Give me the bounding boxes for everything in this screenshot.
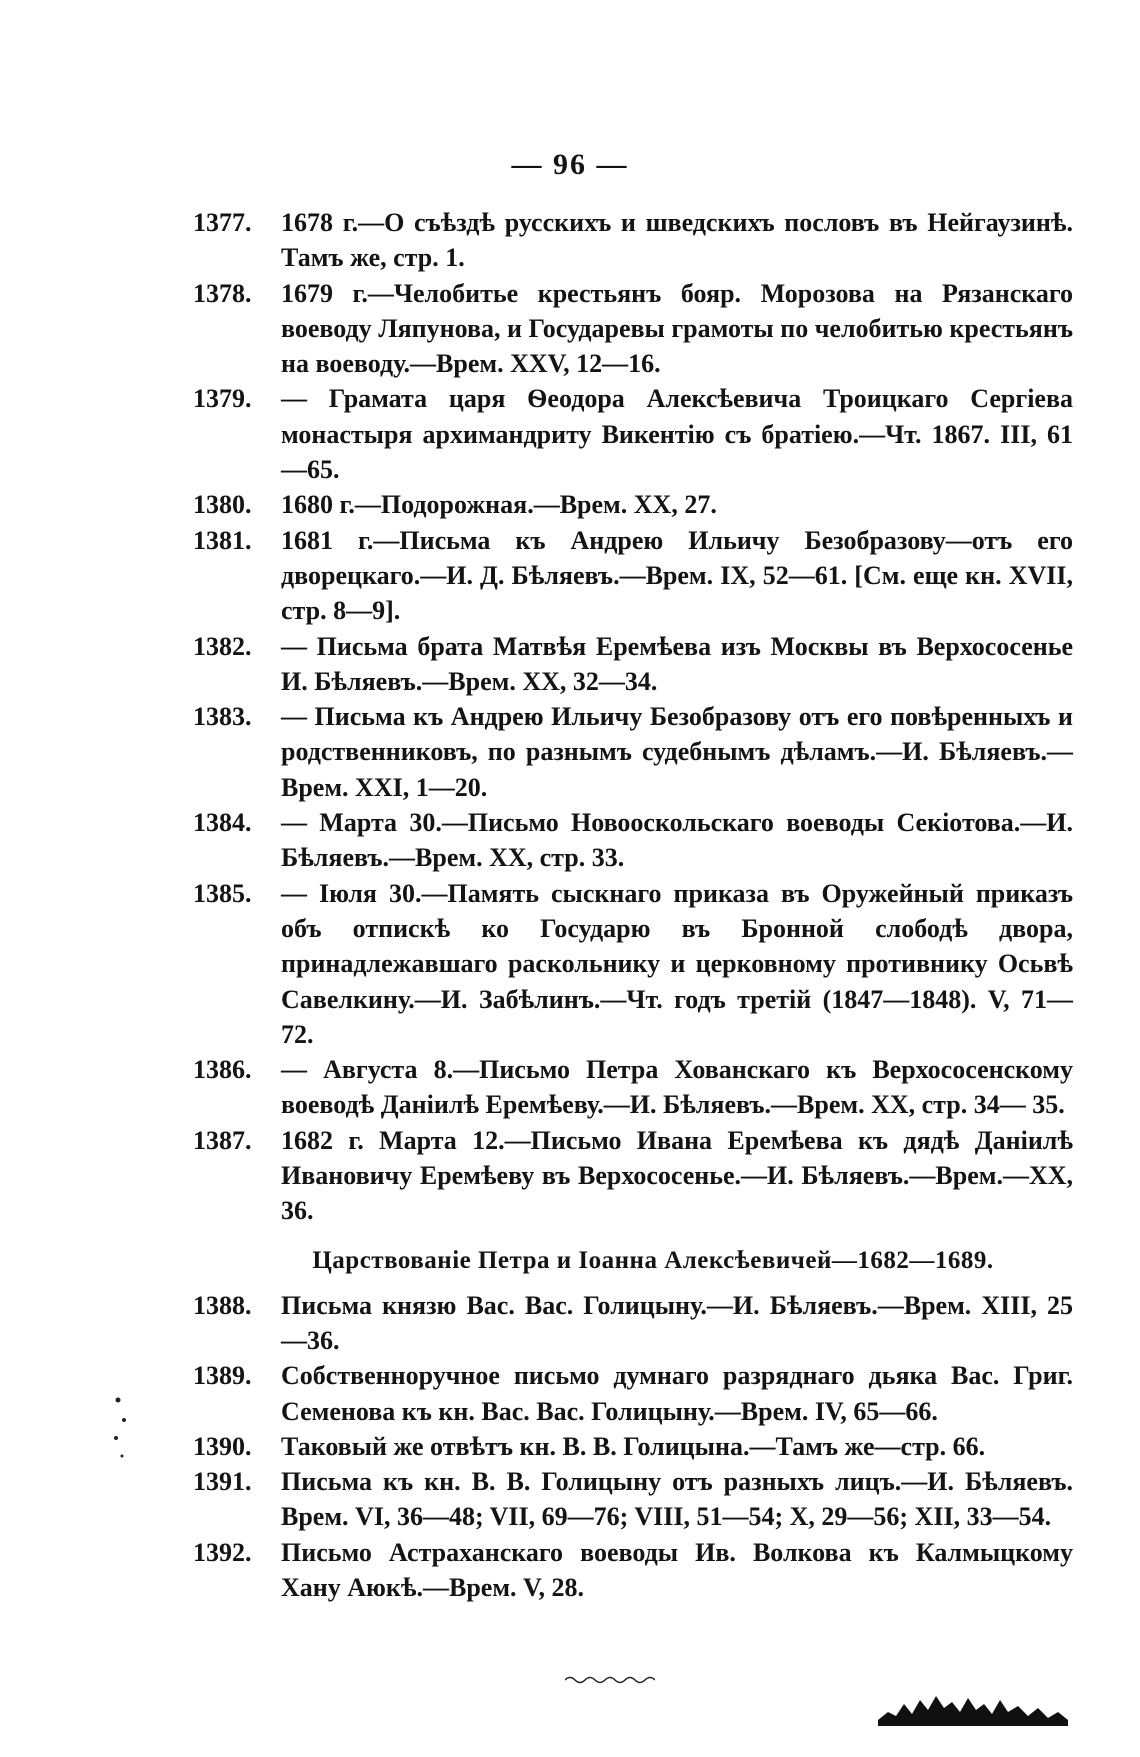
page-number: — 96 — — [511, 148, 629, 181]
entry-text: Письма къ кн. В. В. Голицыну отъ разныхъ лицъ.—И. Бѣляевъ. Врем. VI, 36—48; VII, 69—76; VIII, 51—54; X, 29—56; XII, 33—54. — [281, 1467, 1073, 1532]
entry-number: 1379. — [193, 384, 252, 414]
bibliography-entry — [193, 1429, 1073, 1464]
bibliography-entry — [193, 487, 1073, 522]
entry-text: — Марта 30.—Письмо Новооскольскаго воеводы Секіотова.—И. Бѣляевъ.—Врем. XX, стр. 33. — [281, 808, 1073, 873]
entry-number: 1382. — [193, 631, 252, 661]
margin-smudge-mark — [110, 1390, 134, 1470]
bibliography-entry — [193, 1052, 1073, 1123]
entry-text: Таковый же отвѣтъ кн. В. В. Голицына.—Тамъ же—стр. 66. — [281, 1431, 986, 1461]
entry-number: 1383. — [193, 702, 252, 732]
entry-text: — Письма къ Андрею Ильичу Безобразову отъ его повѣренныхъ и родственниковъ, по разнымъ судебнымъ дѣламъ.—И. Бѣляевъ.—Врем. XXI, 1—20. — [281, 702, 1073, 802]
bibliography-entry — [193, 629, 1073, 700]
bibliography-entry — [193, 1358, 1073, 1429]
bibliography-entry — [193, 1535, 1073, 1606]
entry-number: 1380. — [193, 490, 252, 520]
entry-number: 1381. — [193, 525, 252, 555]
tail-ornament — [565, 1675, 655, 1685]
entry-text: 1680 г.—Подорожная.—Врем. XX, 27. — [281, 490, 717, 520]
entry-number: 1384. — [193, 808, 252, 838]
bibliography-entry — [193, 805, 1073, 876]
entry-text: — Грамата царя Ѳеодора Алексѣевича Троицкаго Сергіева монастыря архимандриту Викентію съ братіею.—Чт. 1867. III, 61—65. — [281, 384, 1073, 485]
entry-number: 1387. — [193, 1125, 252, 1155]
bibliography-entry — [193, 381, 1073, 487]
entry-number: 1378. — [193, 278, 252, 308]
entries-after-section — [193, 1288, 1073, 1606]
bibliography-entry — [193, 1288, 1073, 1359]
entry-text: Письма князю Вас. Вас. Голицыну.—И. Бѣляевъ.—Врем. XIII, 25—36. — [281, 1290, 1073, 1355]
bibliography-entry — [193, 699, 1073, 805]
entry-text: 1681 г.—Письма къ Андрею Ильичу Безобразову—отъ его дворецкаго.—И. Д. Бѣляевъ.—Врем. IX, 52—61. [См. еще кн. XVII, стр. 8—9]. — [281, 525, 1073, 626]
entry-number: 1388. — [193, 1290, 252, 1320]
entry-text: — Іюля 30.—Память сыскнаго приказа въ Оружейный приказъ объ отпискѣ ко Государю въ Бронной слободѣ двора, принадлежавшаго раскольнику и церковному противнику Осьвѣ Савелкину.—И. Забѣлинъ.—Чт. годъ третій (1847—1848). V, 71—72. — [281, 878, 1073, 1049]
section-title: Царствованіе Петра и Іоанна Алексѣевичей—1682—1689. — [312, 1246, 994, 1274]
entries-before-section — [193, 205, 1073, 1229]
entry-number: 1391. — [193, 1467, 252, 1497]
bibliography-entry — [193, 876, 1073, 1052]
bibliography-entry — [193, 1123, 1073, 1229]
entry-number: 1392. — [193, 1537, 252, 1567]
entry-text: 1682 г. Марта 12.—Письмо Ивана Еремѣева къ дядѣ Даніилѣ Ивановичу Еремѣеву въ Верхососенье.—И. Бѣляевъ.—Врем.—XX, 36. — [281, 1125, 1073, 1226]
entry-number: 1377. — [193, 208, 252, 237]
bibliography-entries — [193, 205, 1073, 1605]
bibliography-entry — [193, 276, 1073, 382]
bibliography-entry — [193, 1464, 1073, 1535]
entry-number: 1389. — [193, 1361, 252, 1391]
library-stamp — [878, 1690, 1068, 1726]
entry-text: Письмо Астраханскаго воеводы Ив. Волкова къ Калмыцкому Хану Аюкѣ.—Врем. V, 28. — [281, 1537, 1073, 1602]
entry-text: Собственноручное письмо думнаго разряднаго дьяка Вас. Григ. Семенова къ кн. Вас. Вас. Голицыну.—Врем. IV, 65—66. — [281, 1361, 1073, 1426]
entry-text: 1679 г.—Челобитье крестьянъ бояр. Морозова на Рязанскаго воеводу Ляпунова, и Государевы грамоты по челобитью крестьянъ на воеводу.—Врем. XXV, 12—16. — [281, 278, 1073, 379]
entry-number: 1390. — [193, 1431, 252, 1461]
bibliography-entry — [193, 205, 1073, 276]
entry-number: 1385. — [193, 878, 252, 908]
entry-number: 1386. — [193, 1055, 252, 1085]
entry-text: — Письма брата Матвѣя Еремѣева изъ Москвы въ Верхососенье И. Бѣляевъ.—Врем. XX, 32—34. — [281, 631, 1073, 696]
entry-text: 1678 г.—О съѣздѣ русскихъ и шведскихъ пословъ въ Нейгаузинѣ. Тамъ же, стр. 1. — [281, 208, 1073, 273]
entry-text: — Августа 8.—Письмо Петра Хованскаго къ Верхососенскому воеводѣ Даніилѣ Еремѣеву.—И. Бѣляевъ.—Врем. XX, стр. 34— 35. — [281, 1055, 1073, 1120]
bibliography-entry — [193, 523, 1073, 629]
